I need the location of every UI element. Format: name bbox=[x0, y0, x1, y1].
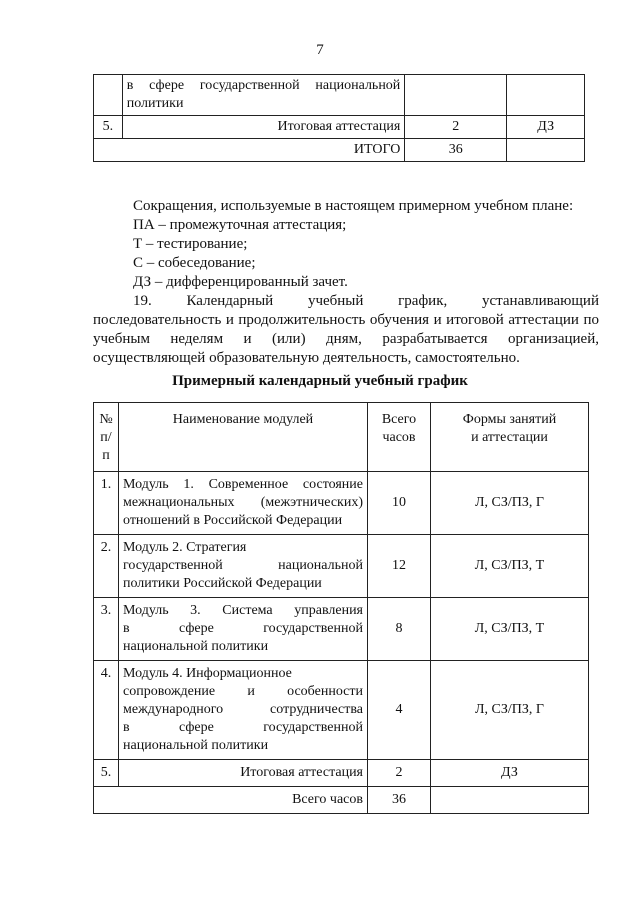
row-name: Итоговая аттестация bbox=[122, 116, 405, 139]
total-label: ИТОГО bbox=[94, 139, 405, 162]
table-row bbox=[94, 598, 589, 661]
module-name: Модуль 3. Система управления в сфере государственной национальной политики bbox=[119, 598, 368, 661]
abbreviations-intro: Сокращения, используемые в настоящем примерном учебном плане: bbox=[133, 198, 574, 214]
row-number: 1. bbox=[94, 472, 119, 535]
table-row bbox=[94, 472, 589, 535]
total-hours-label: Всего часов bbox=[94, 787, 368, 814]
schedule-table bbox=[93, 402, 589, 814]
module-name-cell bbox=[122, 75, 405, 116]
header-name: Наименование модулей bbox=[119, 403, 368, 472]
total-hours: 36 bbox=[405, 139, 507, 162]
row-number: 5. bbox=[94, 116, 123, 139]
schedule-title: Примерный календарный учебный график bbox=[172, 373, 468, 389]
table-row bbox=[94, 787, 589, 814]
row-form: ДЗ bbox=[507, 116, 585, 139]
row-number: 5. bbox=[94, 760, 119, 787]
continuation-line-2: политики bbox=[126, 96, 184, 111]
abbreviation-item: ДЗ – дифференцированный зачет. bbox=[133, 274, 348, 290]
module-name: Модуль 2. Стратегия государственной национальной политики Российской Федерации bbox=[119, 535, 368, 598]
module-hours: 12 bbox=[368, 535, 431, 598]
table-row bbox=[94, 661, 589, 760]
header-forms: Формы занятий и аттестации bbox=[431, 403, 589, 472]
paragraph-19-body: последовательность и продолжительность обучения и итоговой аттестации по учебным неделям и (или) дням, разрабатывается организацией, осуществляющей образовательную деятельность, самостоятельно. bbox=[93, 312, 599, 366]
header-num: № п/ п bbox=[94, 403, 119, 472]
abbreviation-item: Т – тестирование; bbox=[133, 236, 248, 252]
table-row bbox=[94, 116, 585, 139]
module-hours: 4 bbox=[368, 661, 431, 760]
row-number: 4. bbox=[94, 661, 119, 760]
row-number: 2. bbox=[94, 535, 119, 598]
continuation-line-1: в сфере государственной национальной bbox=[126, 78, 401, 93]
final-attestation-hours: 2 bbox=[368, 760, 431, 787]
module-hours: 8 bbox=[368, 598, 431, 661]
abbreviation-item: ПА – промежуточная аттестация; bbox=[133, 217, 347, 233]
abbreviations-block bbox=[93, 197, 599, 368]
table-row bbox=[94, 139, 585, 162]
module-hours: 10 bbox=[368, 472, 431, 535]
total-hours-value: 36 bbox=[368, 787, 431, 814]
module-forms: Л, СЗ/ПЗ, Г bbox=[431, 472, 589, 535]
module-name: Модуль 1. Современное состояние межнациональных (межэтнических) отношений в Российской Федерации bbox=[119, 472, 368, 535]
table-header-row bbox=[94, 403, 589, 472]
module-forms: Л, СЗ/ПЗ, Г bbox=[431, 661, 589, 760]
table-row bbox=[94, 760, 589, 787]
final-attestation-form: ДЗ bbox=[431, 760, 589, 787]
table-row bbox=[94, 75, 585, 116]
row-hours: 2 bbox=[405, 116, 507, 139]
header-hours: Всего часов bbox=[368, 403, 431, 472]
paragraph-19 bbox=[93, 292, 599, 368]
table-row bbox=[94, 535, 589, 598]
final-attestation-label: Итоговая аттестация bbox=[119, 760, 368, 787]
module-forms: Л, СЗ/ПЗ, Т bbox=[431, 598, 589, 661]
abbreviation-item: С – собеседование; bbox=[133, 255, 256, 271]
module-name: Модуль 4. Информационное сопровождение и особенности международного сотрудничества в сфере государственной национальной политики bbox=[119, 661, 368, 760]
page-number: 7 bbox=[316, 42, 324, 58]
continuation-table bbox=[93, 74, 585, 162]
row-number: 3. bbox=[94, 598, 119, 661]
paragraph-19-first-line: 19. Календарный учебный график, устанавливающий bbox=[133, 293, 599, 309]
module-forms: Л, СЗ/ПЗ, Т bbox=[431, 535, 589, 598]
